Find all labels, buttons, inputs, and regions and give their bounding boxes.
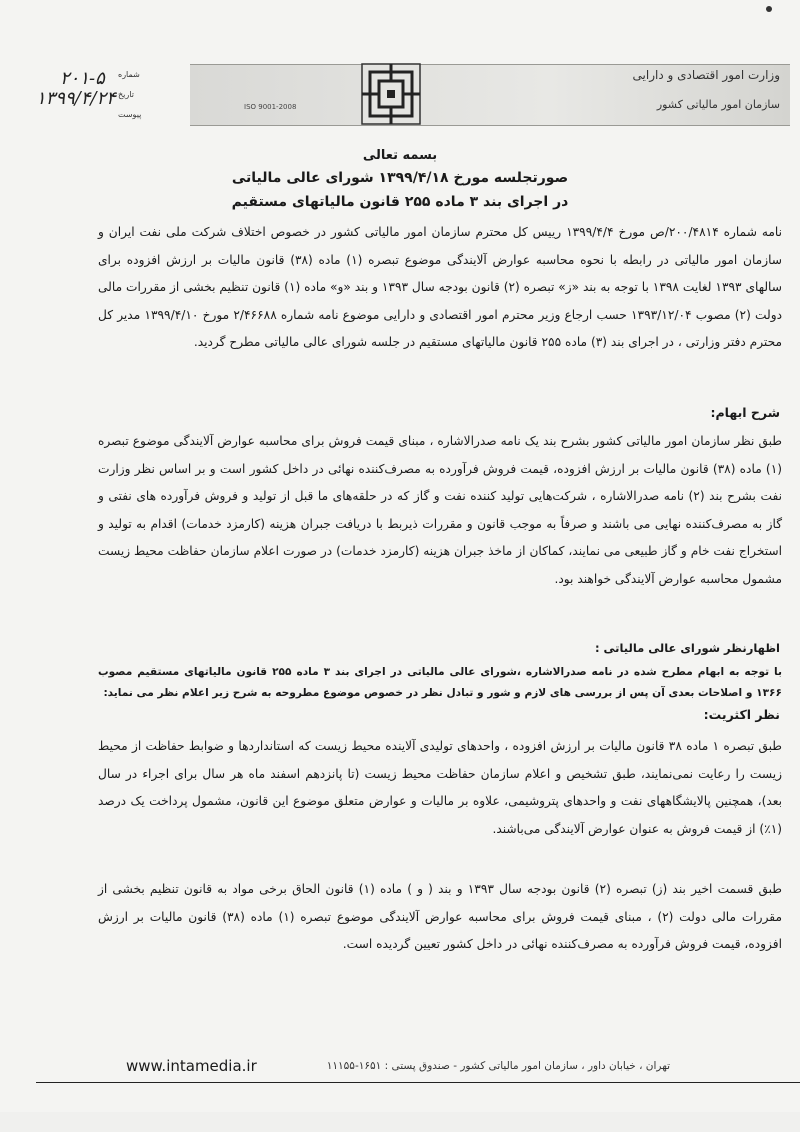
council-paragraph: با توجه به ابهام مطرح شده در نامه صدرالاشاره ،شورای عالی مالیاتی در اجرای بند ۳ ماده ۲۵۵ قانون مالیاتهای مستقیم مصوب ۱۳۶۶ و اصلاحات بعدی آن پس از بررسی های لازم و شور و تبادل نظر در خصوص موضوع مطروحه به شرح زیر اعلام نظر می نماید: — [98, 666, 782, 699]
date-label: تاریخ — [118, 90, 134, 99]
ministry-name: وزارت امور اقتصادی و دارایی — [632, 68, 780, 82]
council-heading: اظهارنظر شورای عالی مالیاتی : — [594, 641, 780, 655]
majority-paragraph-2: طبق قسمت اخیر بند (ز) تبصره (۲) قانون بودجه سال ۱۳۹۳ و بند ( و ) ماده (۱) قانون الحاق برخی مواد به قانون تنظیم بخشی از مقررات مالی دولت (۲) ، مبنای قیمت فروش برای محاسبه عوارض آلایندگی موضوع تبصره (۱) ماده (۳۸) قانون مالیات بر ارزش افزوده، قیمت فروش فرآورده به مصرف‌کننده نهائی در داخل کشور تعیین گردیده است. — [98, 882, 782, 951]
tax-organization-emblem-icon — [360, 62, 422, 126]
ambiguity-paragraph: طبق نظر سازمان امور مالیاتی کشور بشرح بند یک نامه صدرالاشاره ، مبنای قیمت فروش برای محاسبه عوارض آلایندگی موضوع تبصره (۱) ماده (۳۸) قانون مالیات بر ارزش افزوده، قیمت فروش فرآورده به مصرف‌کننده نهائی در داخل کشور است و بر اساس نظر وزارت نفت بشرح بند (۲) نامه صدرالاشاره ، شرکت‌هایی تولید کننده نفت و گاز که در حلقه‌های ما قبل از تولید و فروش فرآورده های نفتی و گاز به مصرف‌کننده نهایی می باشند و صرفاً به موجب قانون و مقررات ذیربط با دریافت جبران هزینه (کارمزد خدمات) اقدام به تولید و استخراج نفت خام و گاز طبیعی می نمایند، کماکان از ماخذ جبران هزینه (کارمزد خدمات) در صورت اعلام سازمان حفاظت محیط زیست مشمول محاسبه عوارض آلایندگی خواهند بود. — [98, 434, 783, 586]
document-title: صورتجلسه مورخ ۱۳۹۹/۴/۱۸ شورای عالی مالیاتی — [231, 170, 569, 186]
number-label: شماره — [118, 70, 140, 79]
footer-address: تهران ، خیابان داور ، سازمان امور مالیاتی کشور - صندوق پستی : ۱۶۵۱-۱۱۱۵۵ — [326, 1060, 670, 1072]
footer-website-link[interactable]: www.intamedia.ir — [126, 1057, 257, 1075]
majority-paragraph-1: طبق تبصره ۱ ماده ۳۸ قانون مالیات بر ارزش افزوده ، واحدهای تولیدی آلاینده محیط زیست که استانداردها و ضوابط حفاظت از محیط زیست را رعایت نمی‌نمایند، طبق تشخیص و اعلام سازمان حفاظت محیط زیست (تا پانزدهم اسفند ماه هر سال برای اجراء در سال بعد)، همچنین پالایشگاههای نفت و واحدهای پتروشیمی، علاوه بر مالیات و عوارض متعلق موضوع این قانون، مشمول پرداخت یک درصد (۱٪) از قیمت فروش به عنوان عوارض آلایندگی می‌باشند. — [98, 739, 782, 836]
ambiguity-heading: شرح ابهام: — [710, 405, 780, 420]
attachment-label: پیوست — [118, 110, 142, 119]
organization-name: سازمان امور مالیاتی کشور — [656, 98, 780, 111]
letter-number: ۲۰۱-۵ — [60, 68, 105, 89]
scan-edge — [0, 1112, 800, 1132]
majority-heading: نظر اکثریت: — [703, 707, 780, 722]
scan-mark — [766, 6, 772, 12]
document-subtitle: در اجرای بند ۳ ماده ۲۵۵ قانون مالیاتهای مستقیم — [231, 194, 569, 210]
iso-certification: ISO 9001-2008 — [244, 103, 297, 111]
basmala-heading: بسمه تعالی — [362, 148, 438, 163]
footer-divider — [36, 1082, 800, 1083]
intro-paragraph: نامه شماره ۲۰۰/۴۸۱۴/ص مورخ ۱۳۹۹/۴/۴ رییس کل محترم سازمان امور مالیاتی کشور در خصوص اختلاف شرکت ملی نفت ایران و سازمان امور مالیاتی در رابطه با نحوه محاسبه عوارض آلایندگی موضوع تبصره (۱) ماده (۳۸) قانون مالیات بر ارزش افزوده برای سالهای ۱۳۹۳ لغایت ۱۳۹۸ با توجه به بند «ز» تبصره (۲) قانون بودجه سال ۱۳۹۳ و بند «و» ماده (۱) قانون تنظیم بخشی از مقررات مالی دولت (۲) مصوب ۱۳۹۳/۱۲/۰۴ حسب ارجاع وزیر محترم امور اقتصادی و دارایی موضوع نامه شماره ۲/۴۶۶۸۸ مورخ ۱۳۹۹/۴/۱۰ مدیر کل محترم دفتر وزارتی ، در اجرای بند (۳) ماده ۲۵۵ قانون مالیاتهای مستقیم در جلسه شورای عالی مالیاتی مطرح گردید. — [98, 225, 783, 349]
letter-date: ۱۳۹۹/۴/۲۴ — [36, 88, 116, 109]
